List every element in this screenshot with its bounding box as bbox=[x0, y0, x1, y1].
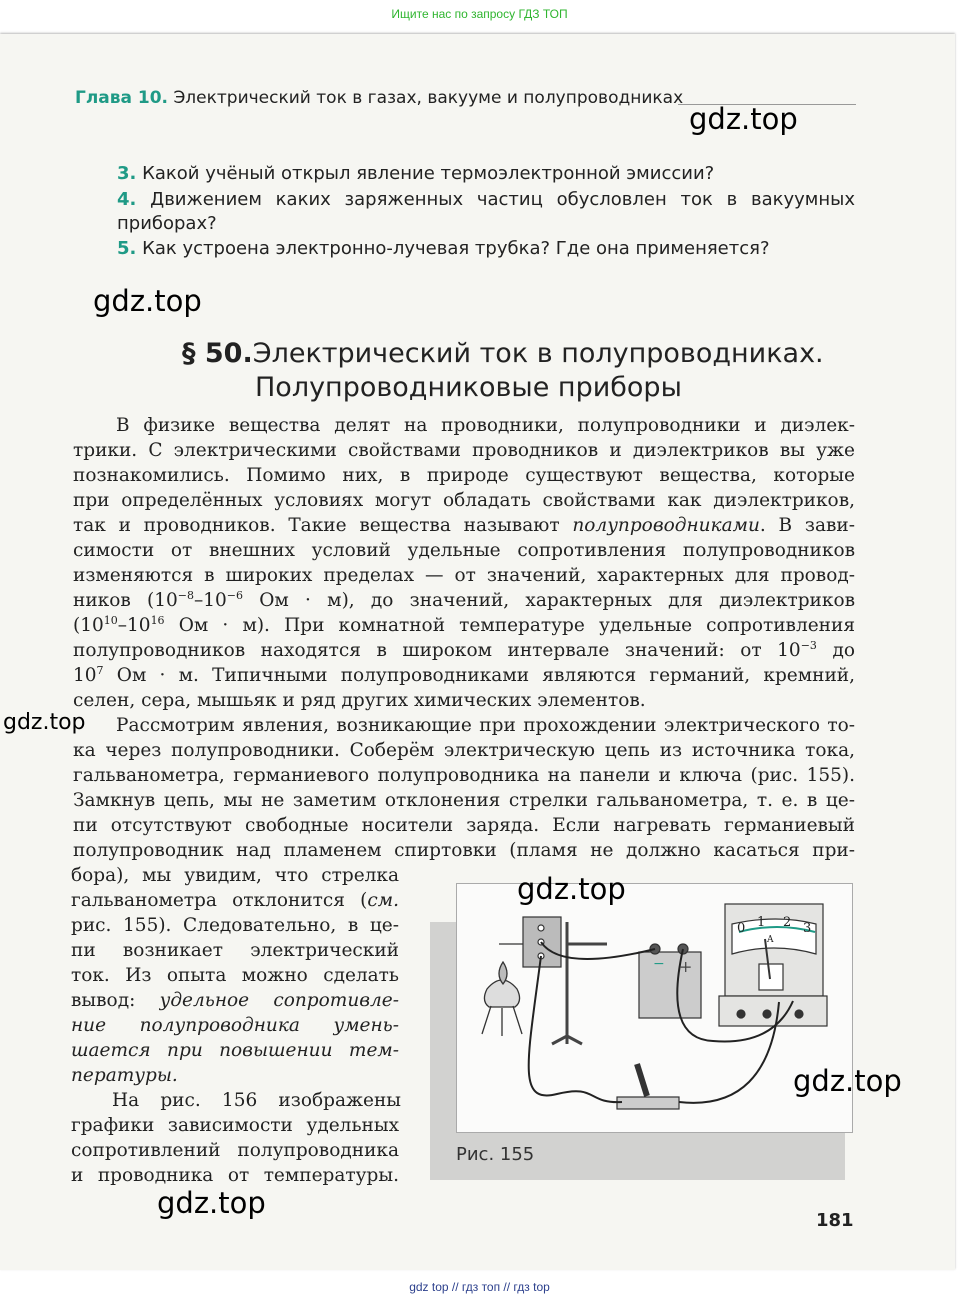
exponent: 16 bbox=[150, 613, 165, 627]
text-segment: ников (10 bbox=[73, 590, 178, 611]
watermark: gdz.top bbox=[93, 284, 202, 318]
watermark: gdz.top bbox=[3, 710, 86, 735]
question-number: 4. bbox=[117, 189, 137, 210]
text-line bbox=[71, 988, 399, 1013]
exponent: −6 bbox=[226, 588, 244, 602]
text-line bbox=[73, 738, 855, 763]
text-line bbox=[73, 688, 855, 713]
text-line bbox=[116, 713, 855, 738]
text-segment: так и проводников. Такие вещества называют bbox=[73, 515, 573, 536]
scale-1: 1 bbox=[757, 915, 766, 930]
text-line bbox=[73, 563, 855, 588]
text-segment: при определённых условиях могут обладать свойствами как диэлектриков, bbox=[73, 490, 855, 511]
text-segment: изменяются в широких пределах — от значений, характерных для провод- bbox=[73, 565, 855, 586]
text-segment: ток. Из опыта можно сделать bbox=[71, 965, 399, 986]
italic-term: пературы. bbox=[71, 1065, 178, 1086]
exponent: 10 bbox=[103, 613, 118, 627]
watermark: gdz.top bbox=[157, 1186, 266, 1220]
watermark: gdz.top bbox=[689, 102, 798, 136]
text-segment: В физике вещества делят на проводники, полупроводники и диэлек- bbox=[116, 415, 855, 436]
watermark: gdz.top bbox=[793, 1064, 902, 1098]
italic-term: см. bbox=[367, 890, 399, 911]
text-segment: (10 bbox=[73, 615, 104, 636]
text-line bbox=[112, 1088, 401, 1113]
text-line bbox=[73, 763, 855, 788]
exponent: 7 bbox=[96, 663, 104, 677]
scale-3: 3 bbox=[803, 921, 812, 936]
text-segment: гальванометра, германиевого полупроводника на панели и ключа (рис. 155). bbox=[73, 765, 855, 786]
text-line bbox=[73, 488, 855, 513]
italic-term: удельное сопротивле- bbox=[159, 990, 399, 1011]
text-line bbox=[73, 513, 855, 538]
italic-term: шается при повышении тем- bbox=[71, 1040, 399, 1061]
text-segment: Ом · м. Типичными полупроводниками являются германий, кремний, bbox=[103, 665, 855, 686]
text-line bbox=[73, 638, 855, 663]
text-segment: Рассмотрим явления, возникающие при прохождении электрического то- bbox=[116, 715, 855, 736]
text-segment: –10 bbox=[117, 615, 151, 636]
section-number: § 50. bbox=[182, 338, 253, 369]
text-segment: до bbox=[816, 640, 855, 661]
text-segment: полупроводников находятся в широком интервале значений: от 10 bbox=[73, 640, 801, 661]
section-title-line2: Полупроводниковые приборы bbox=[255, 372, 682, 403]
section-title bbox=[182, 337, 824, 405]
scale-0: 0 bbox=[737, 921, 746, 936]
text-line bbox=[71, 1113, 399, 1138]
text-line bbox=[71, 1013, 399, 1038]
text-segment: симости от внешних условий удельные сопротивления полупроводников bbox=[73, 540, 855, 561]
text-line bbox=[73, 588, 855, 613]
text-line bbox=[71, 938, 399, 963]
text-segment: Замкнув цепь, мы не заметим отклонения стрелки гальванометра, т. е. в це- bbox=[73, 790, 855, 811]
question-text: Какой учёный открыл явление термоэлектронной эмиссии? bbox=[142, 163, 715, 184]
text-segment: Ом · м). При комнатной температуре удельные сопротивления bbox=[164, 615, 855, 636]
site-banner: Ищите нас по запросу ГДЗ ТОП bbox=[391, 7, 568, 21]
text-line bbox=[73, 838, 855, 863]
question-text: Как устроена электронно-лучевая трубка? Где она применяется? bbox=[142, 238, 770, 259]
chapter-title: Электрический ток в газах, вакууме и полупроводниках bbox=[173, 88, 684, 108]
text-line bbox=[71, 1138, 399, 1163]
question-text: Движением каких заряженных частиц обусловлен ток в вакуумных приборах? bbox=[117, 189, 855, 234]
galvanometer-icon bbox=[719, 904, 827, 1026]
text-segment: селен, сера, мышьяк и ряд других химических элементов. bbox=[73, 690, 646, 711]
text-line bbox=[73, 663, 855, 688]
text-line bbox=[73, 538, 855, 563]
text-segment: . В зави- bbox=[759, 515, 856, 536]
text-segment: ка через полупроводники. Соберём электрическую цепь из источника тока, bbox=[73, 740, 855, 761]
text-segment: познакомились. Помимо них, в природе существуют вещества, которые bbox=[73, 465, 855, 486]
text-line bbox=[71, 963, 399, 988]
text-segment: –10 bbox=[194, 590, 227, 611]
meter-unit: A bbox=[767, 935, 774, 945]
italic-term: ние полупроводника умень- bbox=[71, 1015, 399, 1036]
battery-minus: − bbox=[653, 956, 665, 972]
text-line bbox=[116, 413, 855, 438]
question-3 bbox=[117, 163, 855, 184]
italic-term: полупроводниками bbox=[572, 515, 760, 536]
text-line bbox=[71, 888, 399, 913]
text-segment: На рис. 156 изображены bbox=[112, 1090, 401, 1111]
semiconductor-panel-icon bbox=[499, 917, 561, 967]
text-segment: рис. 155). Следовательно, в це- bbox=[71, 915, 399, 936]
text-segment: полупроводник над пламенем спиртовки (пламя не должно касаться при- bbox=[73, 840, 855, 861]
question-number: 5. bbox=[117, 238, 137, 259]
battery-plus: + bbox=[679, 957, 693, 976]
battery-icon bbox=[639, 944, 701, 1018]
text-line bbox=[73, 813, 855, 838]
text-line bbox=[73, 463, 855, 488]
burner-icon bbox=[482, 962, 522, 1036]
question-number: 3. bbox=[117, 163, 137, 184]
text-segment: бора), мы увидим, что стрелка bbox=[71, 865, 399, 886]
text-line bbox=[73, 613, 855, 638]
switch-icon bbox=[617, 1064, 679, 1109]
exponent: −3 bbox=[800, 638, 817, 652]
text-line bbox=[71, 1038, 399, 1063]
text-segment: 10 bbox=[73, 665, 97, 686]
text-segment: гальванометра отклонится ( bbox=[71, 890, 368, 911]
site-footer: gdz top // гдз топ // гдз top bbox=[409, 1280, 550, 1294]
figure-caption: Рис. 155 bbox=[456, 1144, 535, 1165]
question-5 bbox=[117, 238, 855, 259]
text-segment: вывод: bbox=[71, 990, 160, 1011]
chapter-header bbox=[75, 88, 683, 108]
text-segment: сопротивлений полупроводника bbox=[71, 1140, 399, 1161]
text-segment: трики. С электрическими свойствами проводников и диэлектриков вы уже bbox=[73, 440, 855, 461]
text-line bbox=[71, 1063, 399, 1088]
text-line bbox=[71, 913, 399, 938]
section-title-line1: Электрический ток в полупроводниках. bbox=[252, 338, 824, 369]
text-segment: графики зависимости удельных bbox=[71, 1115, 399, 1136]
text-line bbox=[73, 438, 855, 463]
text-line bbox=[71, 863, 399, 888]
text-line bbox=[71, 1163, 399, 1188]
chapter-label: Глава 10. bbox=[75, 88, 169, 108]
text-segment: Ом · м), до значений, характерных для диэлектриков bbox=[243, 590, 855, 611]
exponent: −8 bbox=[177, 588, 194, 602]
page-number: 181 bbox=[816, 1210, 854, 1231]
text-segment: пи возникает электрический bbox=[71, 940, 399, 961]
text-segment: и проводника от температуры. bbox=[71, 1165, 399, 1186]
question-4 bbox=[117, 188, 855, 236]
watermark: gdz.top bbox=[517, 872, 626, 906]
text-segment: пи отсутствуют свободные носители заряда. Если нагревать германиевый bbox=[73, 815, 855, 836]
scale-2: 2 bbox=[783, 915, 792, 930]
text-line bbox=[73, 788, 855, 813]
